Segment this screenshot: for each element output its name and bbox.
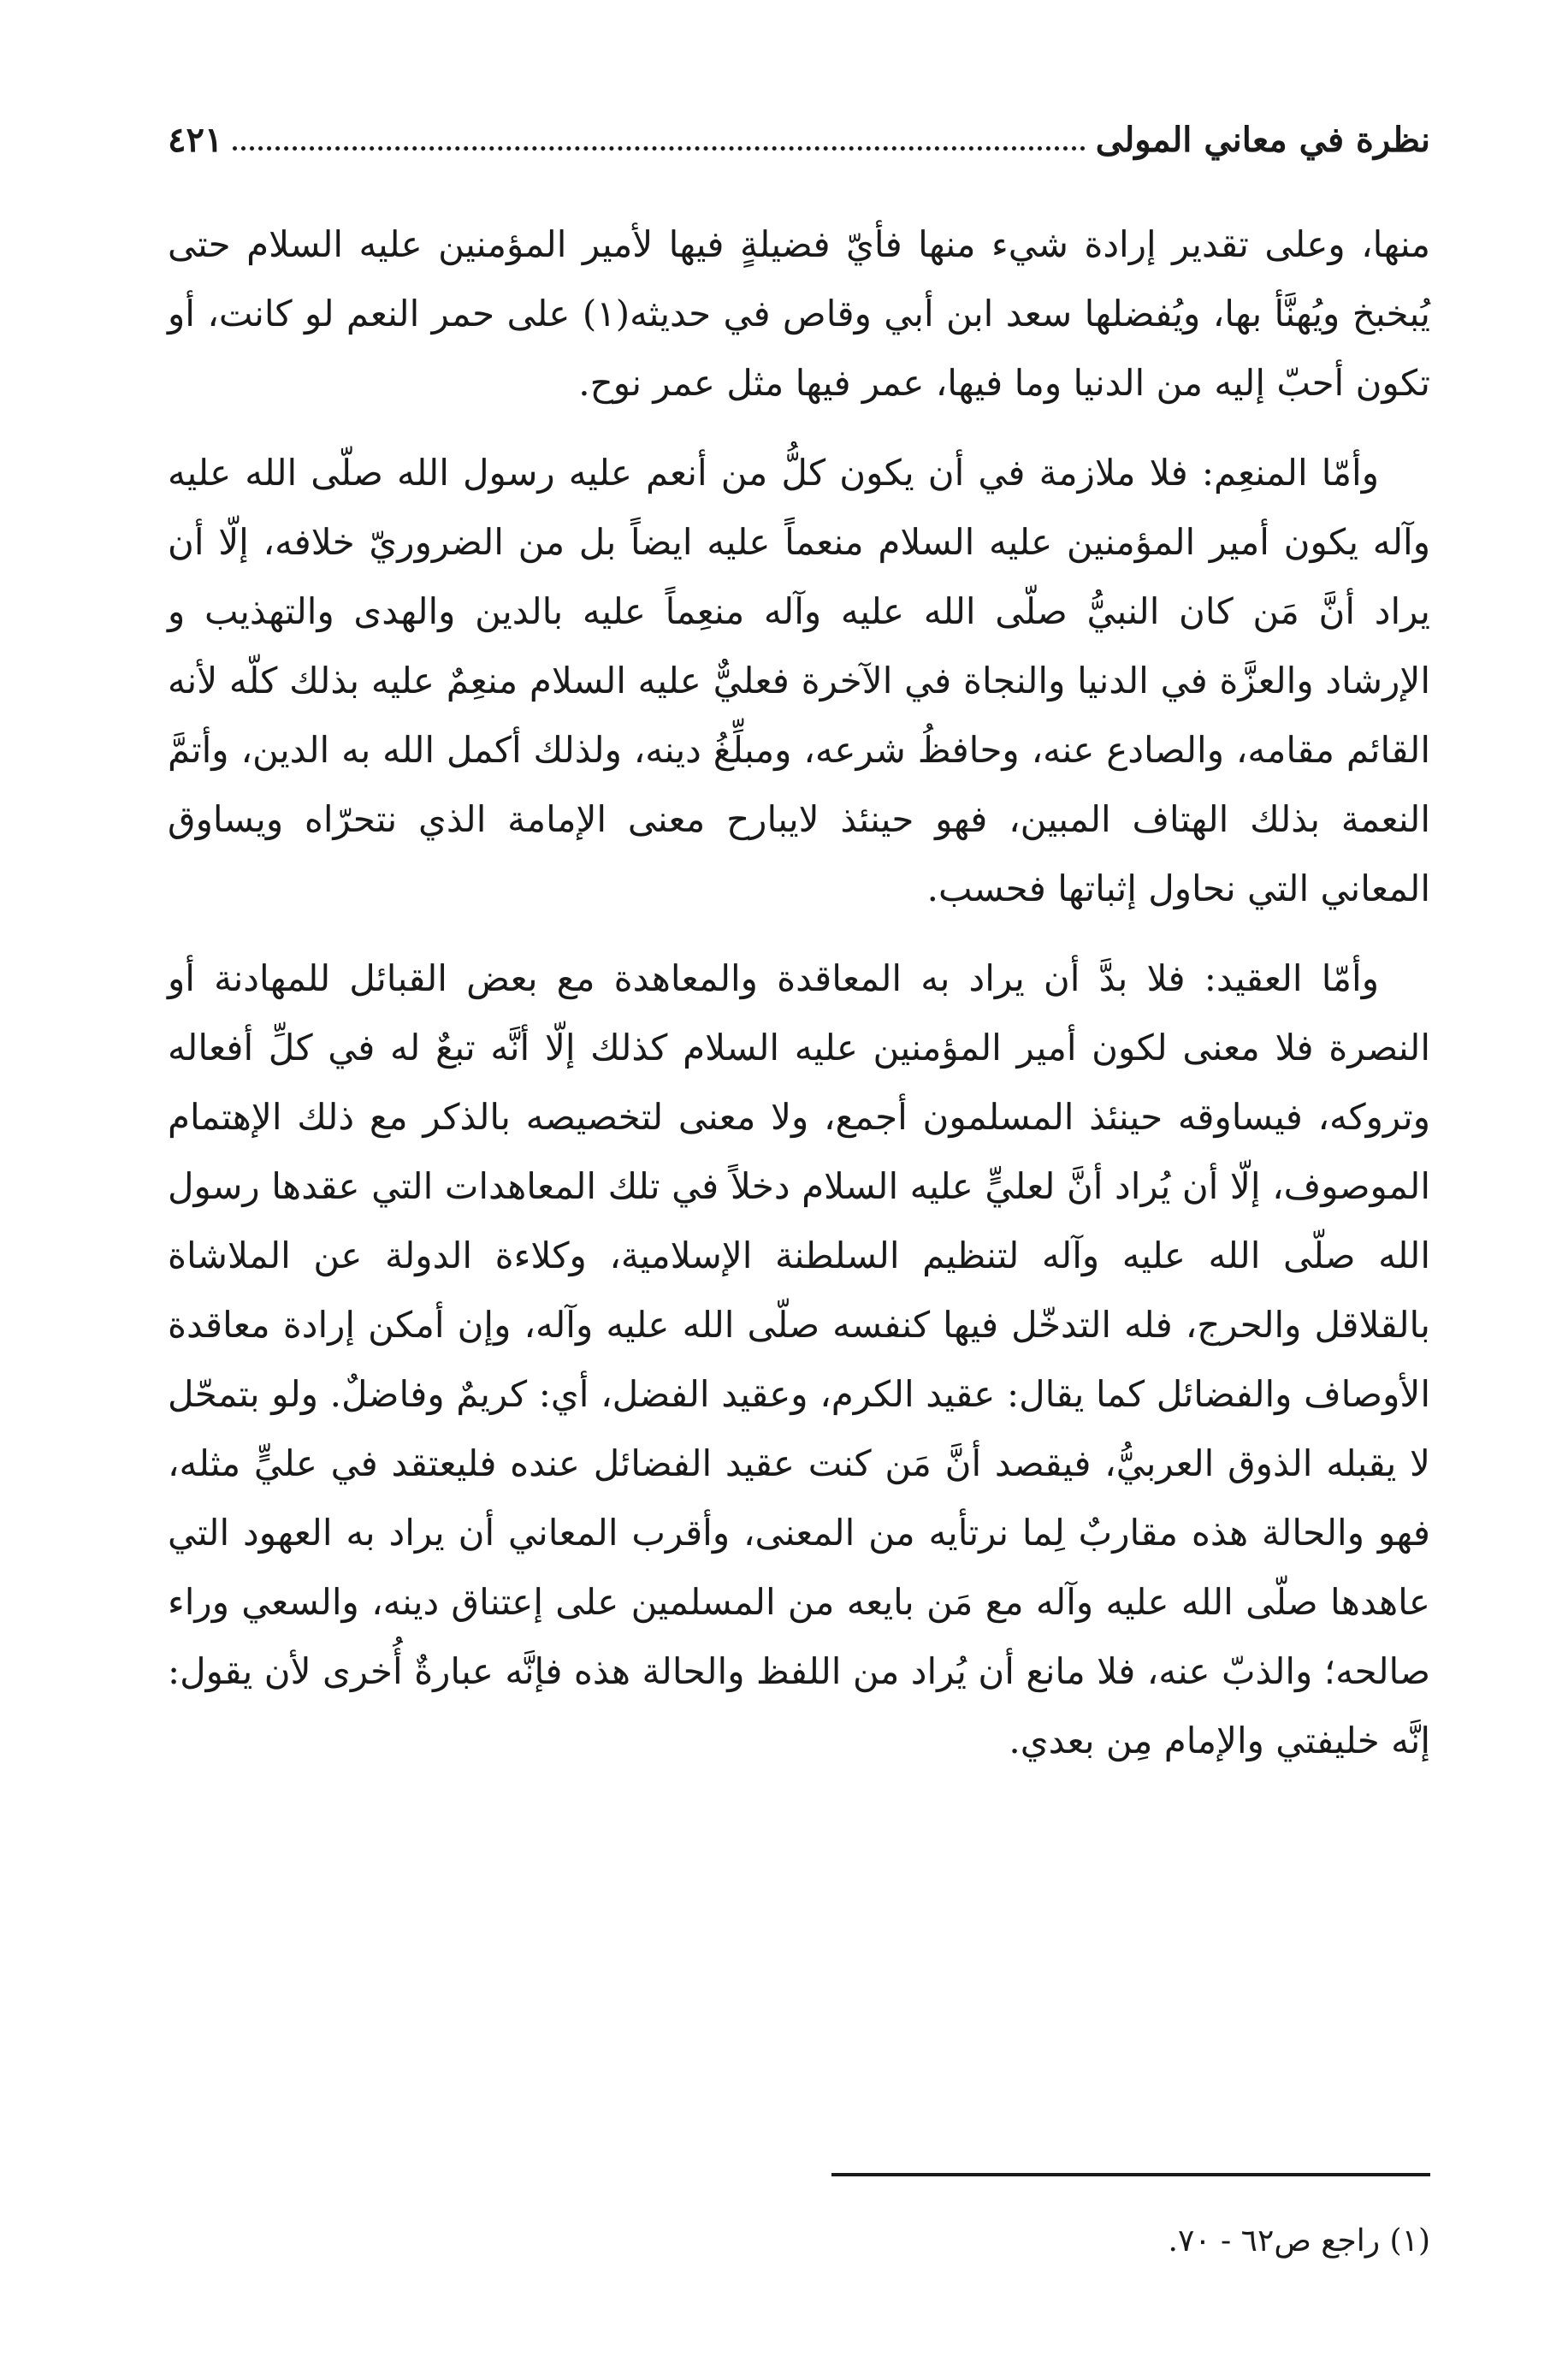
page-number: ٤٢١ (168, 119, 223, 160)
main-text (168, 210, 1430, 1775)
paragraph-2: وأمّا المنعِم: فلا ملازمة في أن يكون كلُّ من أنعم عليه رسول الله صلّى الله عليه وآله يكون أمير المؤمنين عليه السلام منعماً عليه ايضاً بل من الضروريّ خلافه، إلّا أن يراد أنَّ مَن كان النبيُّ صلّى الله عليه وآله منعِماً عليه بالدين والهدى والتهذيب و الإرشاد والعزَّة في الدنيا والنجاة في الآخرة فعليٌّ عليه السلام منعِمٌ عليه بذلك كلّه لأنه القائم مقامه، والصادع عنه، وحافظُ شرعه، ومبلِّغُ دينه، ولذلك أكمل الله به الدين، وأتمَّ النعمة بذلك الهتاف المبين، فهو حينئذ لايبارح معنى الإمامة الذي نتحرّاه ويساوق المعاني التي نحاول إثباتها فحسب. (168, 452, 1430, 909)
paragraph-1: منها، وعلى تقدير إرادة شيء منها فأيّ فضيلةٍ فيها لأمير المؤمنين عليه السلام حتى يُبخبخ ويُهنَّأ بها، ويُفضلها سعد ابن أبي وقاص في حديثه(١) على حمر النعم لو كانت، أو تكون أحبّ إليه من الدنيا وما فيها، عمر فيها مثل عمر نوح. (168, 223, 1430, 404)
running-header (168, 101, 1430, 178)
running-header-title: نظرة في معاني المولى (1095, 119, 1430, 160)
footnote: (١) راجع ص٦٢ - ٧٠. (1168, 2223, 1430, 2259)
paragraph-3: وأمّا العقيد: فلا بدَّ أن يراد به المعاقدة والمعاهدة مع بعض القبائل للمهادنة أو النصرة فلا معنى لكون أمير المؤمنين عليه السلام كذلك إلّا أنَّه تبعٌ له في كلِّ أفعاله وتروكه، فيساوقه حينئذ المسلمون أجمع، ولا معنى لتخصيصه بالذكر مع ذلك الإهتمام الموصوف، إلّا أن يُراد أنَّ لعليٍّ عليه السلام دخلاً في تلك المعاهدات التي عقدها رسول الله صلّى الله عليه وآله لتنظيم السلطنة الإسلامية، وكلاءة الدولة عن الملاشاة بالقلاقل والحرج، فله التدخّل فيها كنفسه صلّى الله عليه وآله، وإن أمكن إرادة معاقدة الأوصاف والفضائل كما يقال: عقيد الكرم، وعقيد الفضل، أي: كريمٌ وفاضلٌ. ولو بتمحّل لا يقبله الذوق العربيُّ، فيقصد أنَّ مَن كنت عقيد الفضائل عنده فليعتقد في عليٍّ مثله، فهو والحالة هذه مقاربٌ لِما نرتأيه من المعنى، وأقرب المعاني أن يراد به العهود التي عاهدها صلّى الله عليه وآله مع مَن بايعه من المسلمين على إعتناق دينه، والسعي وراء صالحه؛ والذبّ عنه، فلا مانع أن يُراد من اللفظ والحالة هذه فإنَّه عبارةٌ أُخرى لأن يقول: إنَّه خليفتي والإمام مِن بعدي. (168, 957, 1431, 1761)
header-dot-leader (233, 146, 1085, 151)
footnote-divider (831, 2173, 1430, 2176)
